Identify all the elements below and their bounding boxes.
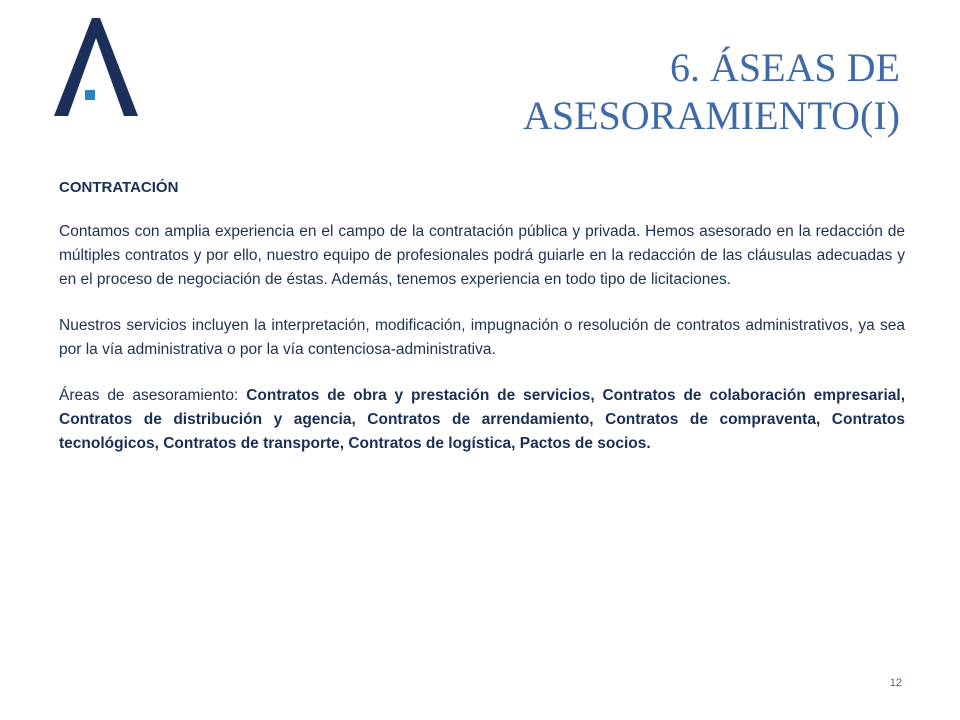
page-title-line-1: 6. ÁSEAS DE [669, 45, 900, 90]
page-title [340, 44, 900, 140]
paragraph-services: Nuestros servicios incluyen la interpretación, modificación, impugnación o resolución de contratos administrativos, ya sea por la vía administrativa o por la vía contenciosa-administrativa. [59, 317, 905, 358]
areas-label: Áreas de asesoramiento: [59, 387, 247, 404]
page-number: 12 [889, 677, 902, 689]
paragraph-areas [59, 384, 905, 456]
content-body [59, 176, 905, 478]
areas-list: Contratos de obra y prestación de servicios, Contratos de colaboración empresarial, Contratos de distribución y agencia, Contratos de arrendamiento, Contratos de compraventa, Contratos tecnológicos, Contratos de transporte, Contratos de logística, Pactos de socios. [59, 387, 906, 452]
page-title-line-2: ASESORAMIENTO(I) [522, 93, 900, 138]
logo-icon [48, 16, 144, 120]
section-heading: CONTRATACIÓN [59, 179, 179, 196]
paragraph-experience: Contamos con amplia experiencia en el campo de la contratación pública y privada. Hemos asesorado en la redacción de múltiples contratos y por ello, nuestro equipo de profesionales podrá guiarle en la redacción de las cláusulas adecuadas y en el proceso de negociación de éstas. Además, tenemos experiencia en todo tipo de licitaciones. [59, 223, 905, 288]
